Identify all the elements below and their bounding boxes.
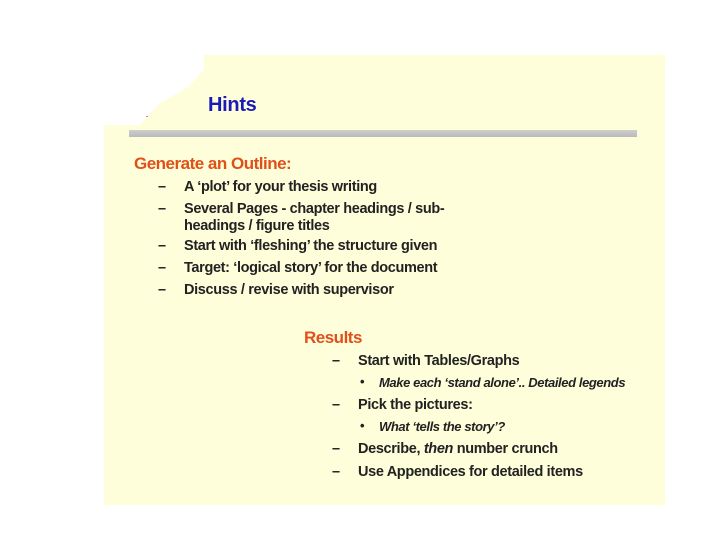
title-underline-bar bbox=[129, 130, 637, 137]
dash-marker: – bbox=[158, 282, 166, 298]
results-item-text: Pick the pictures: bbox=[358, 397, 473, 413]
dash-marker: – bbox=[332, 397, 340, 413]
results-subitem-text: Make each ‘stand alone’.. Detailed legends bbox=[379, 375, 626, 390]
outline-item-text-continued: headings / figure titles bbox=[184, 218, 330, 234]
outline-item-text: Several Pages - chapter headings / sub- bbox=[184, 201, 445, 217]
outline-item-text: Target: ‘logical story’ for the document bbox=[184, 260, 438, 276]
outline-heading: Generate an Outline: bbox=[134, 154, 292, 173]
decorative-mark bbox=[146, 116, 148, 117]
bullet-marker: • bbox=[360, 418, 365, 433]
results-subitem-text: What ‘tells the story’? bbox=[379, 419, 505, 434]
dash-marker: – bbox=[158, 179, 166, 195]
dash-marker: – bbox=[158, 201, 166, 217]
text-emphasis: then bbox=[423, 441, 454, 457]
outline-item-text: Discuss / revise with supervisor bbox=[184, 282, 394, 298]
outline-item-text: A ‘plot’ for your thesis writing bbox=[184, 179, 377, 195]
slide-title: Hints bbox=[208, 94, 257, 116]
dash-marker: – bbox=[158, 238, 166, 254]
results-item-text: Start with Tables/Graphs bbox=[358, 353, 520, 369]
results-item-text bbox=[358, 441, 558, 458]
dash-marker: – bbox=[332, 464, 340, 480]
slide-background bbox=[104, 55, 665, 505]
text-pre: Describe, bbox=[358, 441, 424, 457]
results-item-text: Use Appendices for detailed items bbox=[358, 464, 583, 480]
bullet-marker: • bbox=[360, 374, 365, 389]
dash-marker: – bbox=[332, 441, 340, 457]
results-heading: Results bbox=[304, 328, 362, 347]
outline-item-text: Start with ‘fleshing’ the structure given bbox=[184, 238, 438, 254]
dash-marker: – bbox=[158, 260, 166, 276]
text-post: number crunch bbox=[453, 441, 558, 457]
dash-marker: – bbox=[332, 353, 340, 369]
